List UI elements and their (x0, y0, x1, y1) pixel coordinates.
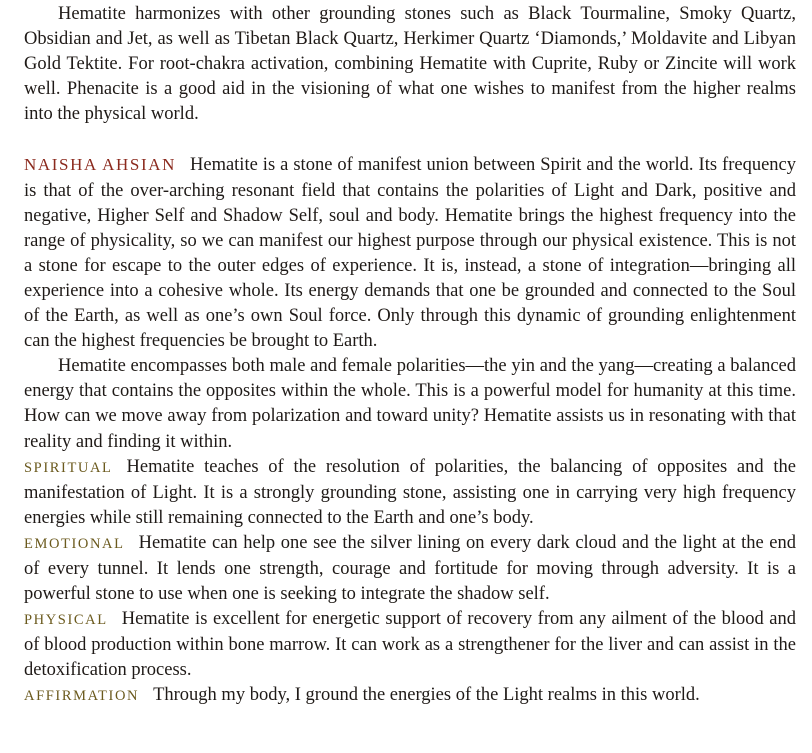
polarities-paragraph: Hematite encompasses both male and female polarities—the yin and the yang—creating a balanced energy that contains the opposites within the whole. This is a powerful model for humanity at this time. How can we move away from polarization and toward unity? Hematite assists us in resonating with that reality and finding it within. (24, 356, 796, 452)
intro-paragraph: Hematite harmonizes with other grounding stones such as Black Tourmaline, Smoky Quartz, Obsidian and Jet, as well as Tibetan Black Quartz, Herkimer Quartz ‘Diamonds,’ Moldavite and Libyan Gold Tektite. For root-chakra activation, combining Hematite with Cuprite, Ruby or Zincite will work well. Phenacite is a good aid in the visioning of what one wishes to manifest from the higher realms into the physical world. (24, 4, 796, 125)
spiritual-paragraph (24, 455, 796, 531)
physical-label: PHYSICAL (24, 612, 108, 629)
emotional-label: EMOTIONAL (24, 535, 125, 552)
spiritual-text: Hematite teaches of the resolution of polarities, the balancing of opposites and the manifestation of Light. It is a strongly grounding stone, assisting one in carrying very high frequency energies while still remaining connected to the Earth and one’s body. (24, 456, 796, 528)
physical-text: Hematite is excellent for energetic support of recovery from any ailment of the blood and of blood production within bone marrow. It can work as a strengthener for the liver and can assist in the detoxification process. (24, 609, 796, 681)
affirmation-paragraph (24, 683, 796, 709)
affirmation-label: AFFIRMATION (24, 688, 140, 705)
author-paragraph (24, 152, 796, 354)
affirmation-text: Through my body, I ground the energies of the Light realms in this world. (153, 685, 700, 706)
spiritual-label: SPIRITUAL (24, 459, 113, 476)
author-label: NAISHA AHSIAN (24, 155, 176, 175)
emotional-paragraph (24, 531, 796, 607)
emotional-text: Hematite can help one see the silver lining on every dark cloud and the light at the end of every tunnel. It lends one strength, courage and fortitude for moving through adversity. It is a powerful stone to use when one is seeking to integrate the shadow self. (24, 532, 796, 605)
physical-paragraph (24, 607, 796, 683)
author-text: Hematite is a stone of manifest union between Spirit and the world. Its frequency is that of the over-arching resonant field that contains the polarities of Light and Dark, positive and negative, Higher Self and Shadow Self, soul and body. Hematite brings the highest frequency into the range of physicality, so we can manifest our highest purpose through our physical existence. This is not a stone for escape to the outer edges of experience. It is, instead, a stone of integration—bringing all experience into a cohesive whole. Its energy demands that one be grounded and connected to the Soul of the Earth, as well as one’s own Soul force. Only through this dynamic of grounding enlightenment can the highest frequencies be brought to Earth. (24, 155, 796, 352)
